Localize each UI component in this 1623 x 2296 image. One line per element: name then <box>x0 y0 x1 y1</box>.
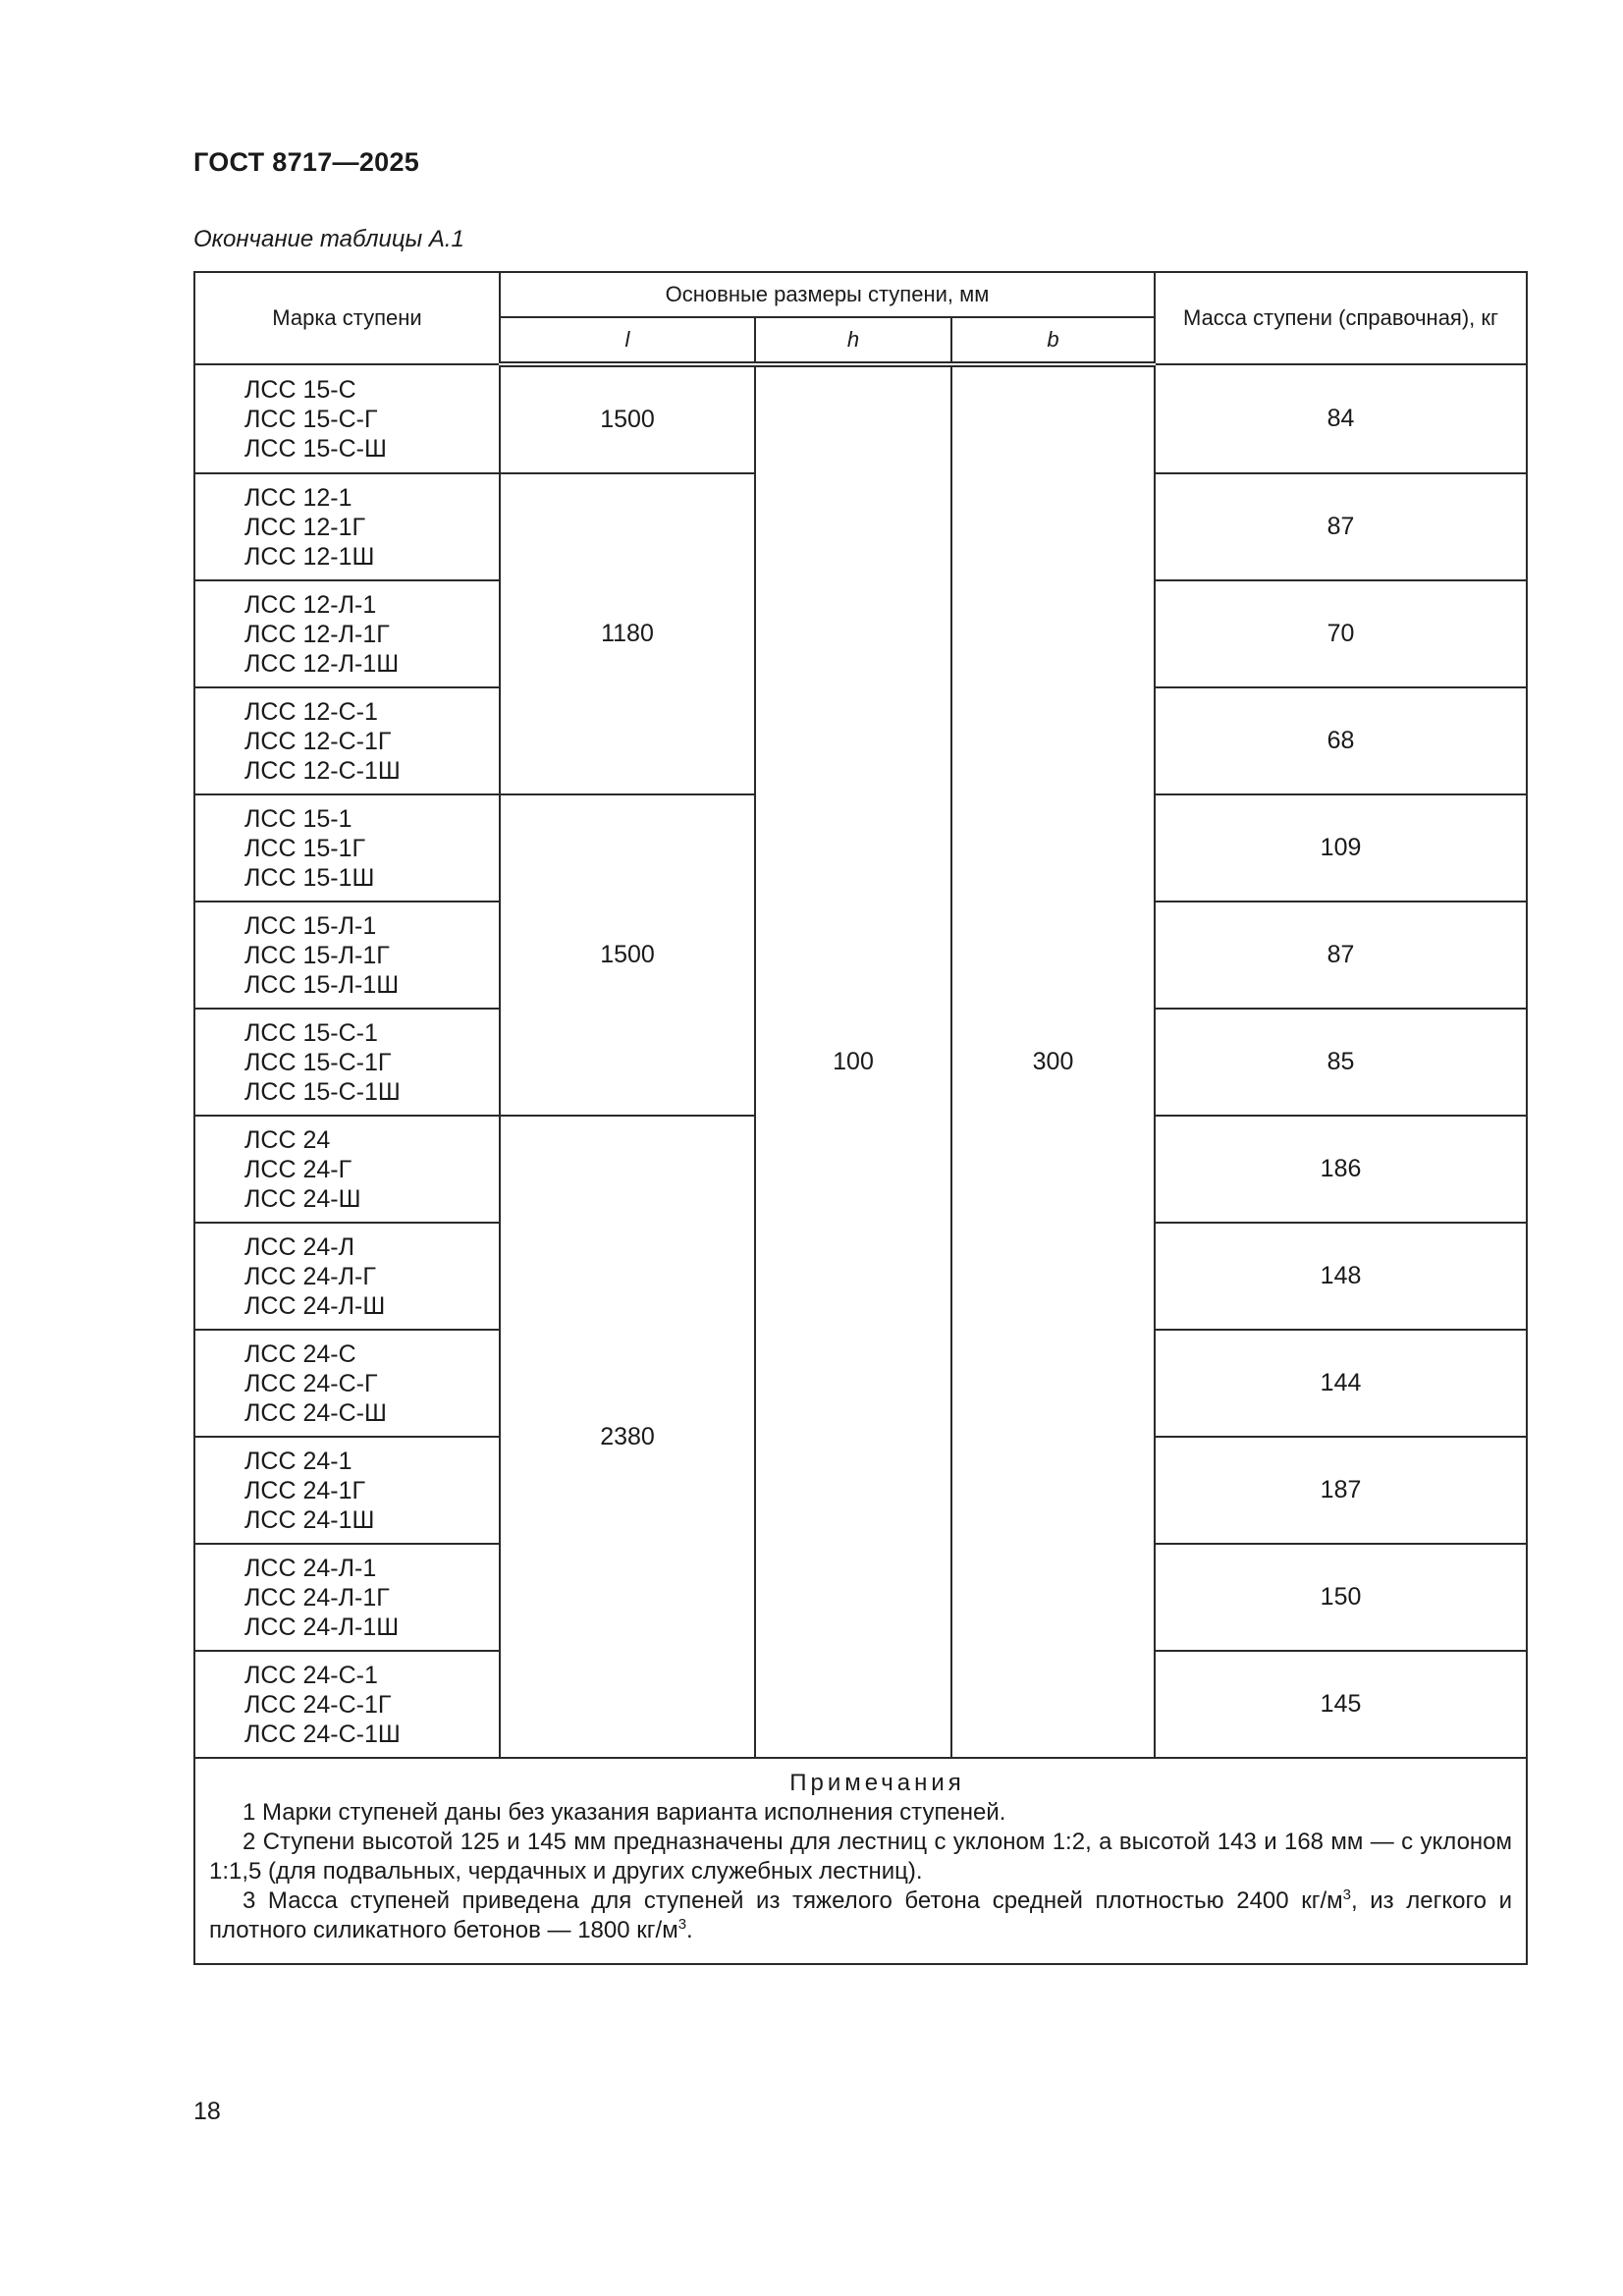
mark-label: ЛСС 24-1Г <box>244 1476 366 1504</box>
length-cell: 2380 <box>500 1116 755 1758</box>
col-header-mark: Марка ступени <box>194 272 500 364</box>
mark-cell <box>194 902 500 1009</box>
mark-label: ЛСС 15-Л-1Ш <box>244 970 400 999</box>
mark-cell <box>194 1544 500 1651</box>
note-3-text-c: . <box>686 1917 693 1943</box>
width-cell: 300 <box>951 364 1155 1758</box>
mass-cell: 68 <box>1155 687 1527 794</box>
height-cell: 100 <box>755 364 951 1758</box>
table-notes <box>194 1758 1527 1964</box>
mark-label: ЛСС 15-Л-1Г <box>244 941 390 969</box>
mark-cell <box>194 1009 500 1116</box>
mark-label: ЛСС 24-Г <box>244 1155 352 1183</box>
length-cell: 1180 <box>500 473 755 794</box>
mark-cell <box>194 580 500 687</box>
mass-cell: 144 <box>1155 1330 1527 1437</box>
mass-cell: 187 <box>1155 1437 1527 1544</box>
mark-label: ЛСС 12-1 <box>244 483 352 512</box>
mark-label: ЛСС 24-Л-Ш <box>244 1291 386 1320</box>
mark-cell <box>194 1223 500 1330</box>
mark-label: ЛСС 15-Л-1 <box>244 911 377 940</box>
mark-label: ЛСС 12-Л-1 <box>244 590 377 619</box>
mark-label: ЛСС 24-С <box>244 1339 356 1368</box>
mark-label: ЛСС 12-Л-1Г <box>244 620 390 648</box>
mark-label: ЛСС 24-С-1Ш <box>244 1720 401 1748</box>
mark-label: ЛСС 24-Л-1Ш <box>244 1613 400 1641</box>
mark-label: ЛСС 15-С <box>244 375 356 404</box>
mark-label: ЛСС 24-Л-1Г <box>244 1583 390 1612</box>
mark-label: ЛСС 24-1 <box>244 1447 352 1475</box>
mark-label: ЛСС 15-С-1Ш <box>244 1077 401 1106</box>
mark-label: ЛСС 24-Ш <box>244 1184 361 1213</box>
mark-label: ЛСС 24-С-1Г <box>244 1690 392 1719</box>
mark-label: ЛСС 24-Л-Г <box>244 1262 376 1290</box>
mark-label: ЛСС 12-1Г <box>244 513 366 541</box>
mark-label: ЛСС 24-С-Ш <box>244 1398 387 1427</box>
mark-label: ЛСС 15-С-1 <box>244 1018 378 1047</box>
mark-cell <box>194 364 500 473</box>
mark-label: ЛСС 12-С-1Ш <box>244 756 401 785</box>
col-header-dimensions: Основные размеры ступени, мм <box>500 272 1155 317</box>
mark-label: ЛСС 24-С-Г <box>244 1369 378 1397</box>
col-header-b: b <box>951 317 1155 364</box>
mark-label: ЛСС 24-1Ш <box>244 1505 375 1534</box>
note-3-text-b: , из легкого и плотного силикатного бетонов — 1800 кг/м <box>209 1887 1513 1943</box>
mass-cell: 84 <box>1155 364 1527 473</box>
notes-title: Примечания <box>789 1770 965 1796</box>
mark-label: ЛСС 12-Л-1Ш <box>244 649 400 678</box>
mass-cell: 148 <box>1155 1223 1527 1330</box>
page-number: 18 <box>193 2098 221 2125</box>
mark-label: ЛСС 15-С-1Г <box>244 1048 392 1076</box>
mark-label: ЛСС 24-С-1 <box>244 1661 378 1689</box>
mark-label: ЛСС 24-Л-1 <box>244 1554 377 1582</box>
mark-label: ЛСС 15-С-Г <box>244 405 378 433</box>
note-3 <box>209 1886 1512 1945</box>
mass-cell: 150 <box>1155 1544 1527 1651</box>
mark-label: ЛСС 15-1 <box>244 804 352 833</box>
mark-cell <box>194 1651 500 1758</box>
mark-label: ЛСС 24 <box>244 1125 331 1154</box>
col-header-mass: Масса ступени (справочная), кг <box>1155 272 1527 364</box>
table-row <box>194 364 1527 473</box>
mark-label: ЛСС 24-Л <box>244 1232 354 1261</box>
col-header-l: l <box>500 317 755 364</box>
mark-cell <box>194 1330 500 1437</box>
table-caption: Окончание таблицы А.1 <box>193 226 464 252</box>
note-3-sup-1: 3 <box>1342 1886 1351 1903</box>
length-cell: 1500 <box>500 794 755 1116</box>
document-header: ГОСТ 8717—2025 <box>193 147 420 177</box>
col-header-h: h <box>755 317 951 364</box>
mark-cell <box>194 473 500 580</box>
mark-cell <box>194 1437 500 1544</box>
mark-cell <box>194 1116 500 1223</box>
mark-cell <box>194 794 500 902</box>
mass-cell: 109 <box>1155 794 1527 902</box>
mark-label: ЛСС 15-С-Ш <box>244 434 387 463</box>
note-3-text-a: 3 Масса ступеней приведена для ступеней из тяжелого бетона средней плотностью 2400 кг/м <box>243 1887 1343 1914</box>
length-cell: 1500 <box>500 364 755 473</box>
mark-label: ЛСС 15-1Г <box>244 834 366 862</box>
mass-cell: 85 <box>1155 1009 1527 1116</box>
note-1: 1 Марки ступеней даны без указания варианта исполнения ступеней. <box>243 1799 1006 1826</box>
note-3-sup-2: 3 <box>677 1916 687 1933</box>
mark-cell <box>194 687 500 794</box>
mass-cell: 87 <box>1155 473 1527 580</box>
mass-cell: 87 <box>1155 902 1527 1009</box>
note-2: 2 Ступени высотой 125 и 145 мм предназначены для лестниц с уклоном 1:2, а высотой 143 и 168 мм — с уклоном 1:1,5 (для подвальных, чердачных и других служебных лестниц). <box>209 1829 1513 1885</box>
mark-label: ЛСС 12-1Ш <box>244 542 375 571</box>
mass-cell: 70 <box>1155 580 1527 687</box>
steps-table <box>193 271 1528 1965</box>
mass-cell: 145 <box>1155 1651 1527 1758</box>
mass-cell: 186 <box>1155 1116 1527 1223</box>
mark-label: ЛСС 12-С-1 <box>244 697 378 726</box>
mark-label: ЛСС 15-1Ш <box>244 863 375 892</box>
mark-label: ЛСС 12-С-1Г <box>244 727 392 755</box>
